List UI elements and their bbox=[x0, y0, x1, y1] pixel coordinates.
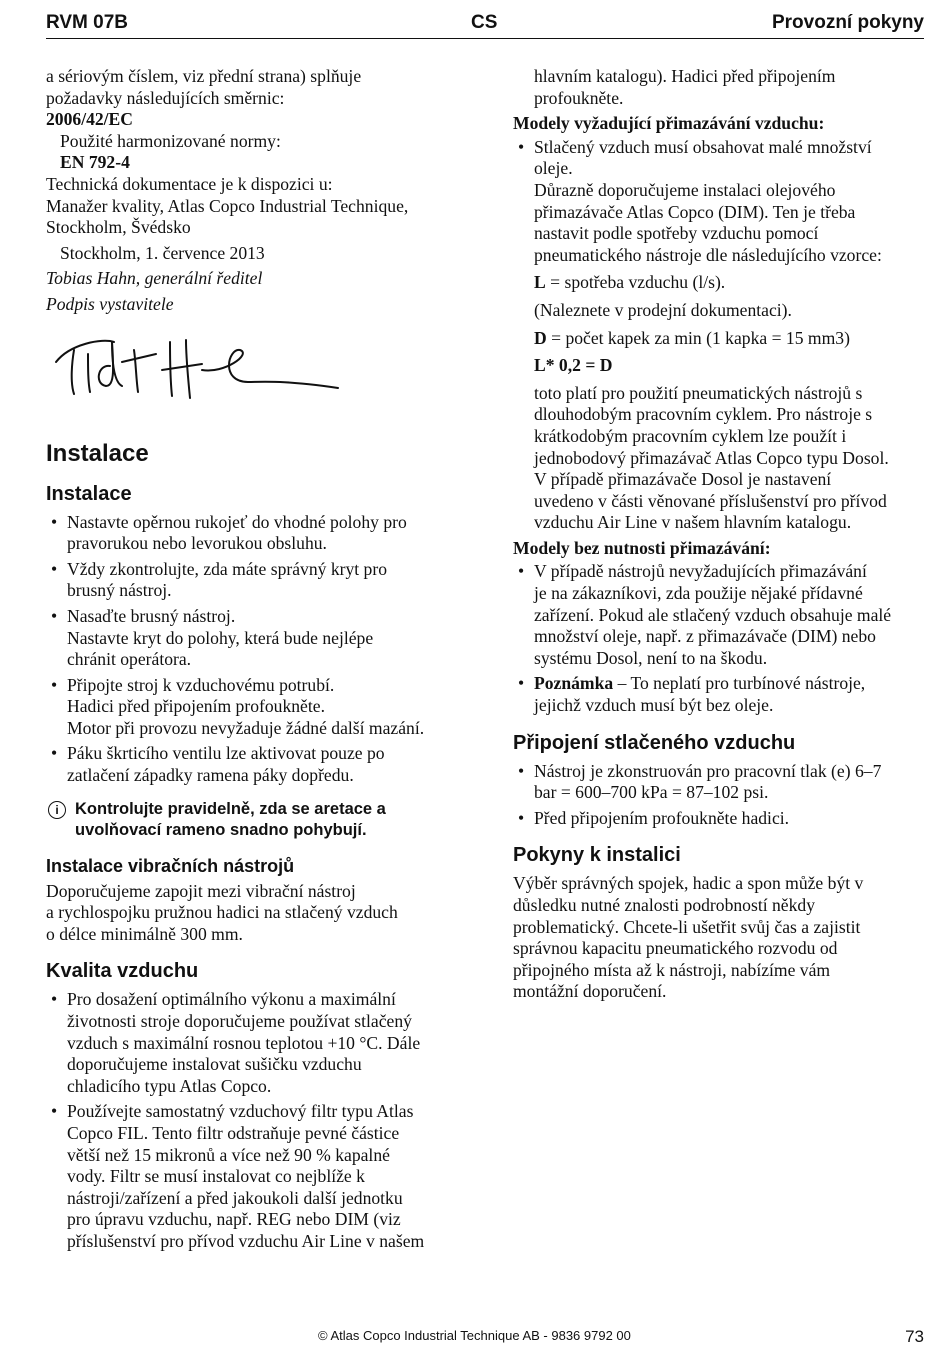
info-note: i Kontrolujte pravidelně, zda se aretace a uvolňovací rameno snadno pohybují. bbox=[46, 799, 466, 841]
paragraph-line: problematický. Chcete-li ušetřit svůj čas a zajistit bbox=[513, 916, 861, 937]
section-title: Provozní pokyny bbox=[771, 12, 924, 33]
paragraph-line: a rychlospojku pružnou hadici na stlačený vzduch bbox=[46, 902, 398, 923]
info-icon: i bbox=[48, 801, 66, 819]
paragraph-line: správnou kapacitu pneumatického rozvodu od bbox=[513, 938, 838, 959]
subheading-lubricated-models: Modely vyžadující přimazávání vzduchu: bbox=[513, 113, 825, 134]
list-item: • Stlačený vzduch musí obsahovat malé množství oleje. Důrazně doporučujeme instalaci olejového přimazávače Atlas Copco (DIM). Ten je třeba nastavit podle spotřeby vzduchu pomocí pneumatického nástroje dle následujícího vzorce: L = spotřeba vzduchu (l/s). (Naleznete v prodejní dokumentaci). D = počet kapek za min (1 kapka = 15 mm3) L* 0,2 = D toto platí pro použití pneumatických nástrojů s dlouhodobým pracovním cyklem. Pro nástroje s krátkodobým pracovním cyklem lze použít i jednobodový přimazávač Atlas Copco typu Dosol. V případě přimazávače Dosol je nastavení uvedeno v části věnované příslušenství pro přívod vzduchu Air Line v našem hlavním katalogu. bbox=[513, 137, 927, 534]
left-column bbox=[46, 66, 466, 1257]
formula: L* 0,2 = D bbox=[534, 355, 613, 376]
list-item: • Nasaďte brusný nástroj. Nastavte kryt do polohy, která bude nejlépe chránit operátora. bbox=[46, 606, 466, 671]
copyright: © Atlas Copco Industrial Technique AB - 9836 9792 00 bbox=[318, 1328, 631, 1343]
standards-intro: Použité harmonizované normy: bbox=[60, 130, 281, 151]
air-quality-list bbox=[46, 989, 466, 1252]
formula-L-note: (Naleznete v prodejní dokumentaci). bbox=[534, 299, 792, 320]
handwritten-signature bbox=[52, 332, 342, 404]
standard-number: EN 792-4 bbox=[60, 152, 130, 173]
paragraph-line: profoukněte. bbox=[534, 87, 624, 108]
directive-number: 2006/42/EC bbox=[46, 109, 133, 130]
list-item: • Nastavte opěrnou rukojeť do vhodné polohy pro pravorukou nebo levorukou obsluhu. bbox=[46, 512, 466, 555]
right-column bbox=[513, 66, 927, 1003]
paragraph-line: připojného místa až k nástroji, nabízíme vám bbox=[513, 959, 831, 980]
list-item: • Vždy zkontrolujte, zda máte správný kryt pro brusný nástroj. bbox=[46, 559, 466, 602]
subheading-instalace: Instalace bbox=[46, 482, 132, 505]
declaration-line: požadavky následujících směrnic: bbox=[46, 87, 285, 108]
paragraph-line: Doporučujeme zapojit mezi vibrační nástroj bbox=[46, 880, 356, 901]
lubrication-list bbox=[513, 137, 927, 534]
connection-list bbox=[513, 761, 927, 830]
list-item: • Nástroj je zkonstruován pro pracovní tlak (e) 6–7 bar = 600–700 kPa = 87–102 psi. bbox=[513, 761, 927, 804]
tech-doc-line: Manažer kvality, Atlas Copco Industrial Technique, bbox=[46, 195, 409, 216]
subheading-air-connection: Připojení stlačeného vzduchu bbox=[513, 731, 796, 754]
list-item: • Používejte samostatný vzduchový filtr typu Atlas Copco FIL. Tento filtr odstraňuje pevné částice větší než 15 mikronů a více než 90 % kapalné vody. Filtr se musí instalovat co nejblíže k nástroji/zařízení a před jakoukoli další jednotku pro úpravu vzduchu, např. REG nebo DIM (viz příslušenství pro přívod vzduchu Air Line v našem bbox=[46, 1101, 466, 1252]
declaration-line: a sériovým číslem, viz přední strana) splňuje bbox=[46, 66, 362, 86]
page-number: 73 bbox=[905, 1327, 924, 1346]
signatory: Tobias Hahn, generální ředitel bbox=[46, 268, 263, 289]
no-lubrication-list bbox=[513, 561, 927, 716]
paragraph-line: hlavním katalogu). Hadici před připojením bbox=[534, 66, 836, 86]
paragraph-line: důsledku nutné znalosti podrobností někdy bbox=[513, 895, 815, 915]
list-item: • Páku škrticího ventilu lze aktivovat pouze po zatlačení západky ramena páky dopředu. bbox=[46, 743, 466, 786]
formula-D-definition: D = počet kapek za min (1 kapka = 15 mm3) bbox=[534, 327, 850, 348]
list-item: • Poznámka – To neplatí pro turbínové nástroje, jejichž vzduch musí být bez oleje. bbox=[513, 673, 927, 716]
install-list bbox=[46, 512, 466, 787]
issuer-signature-label: Podpis vystavitele bbox=[46, 293, 174, 314]
place-date: Stockholm, 1. července 2013 bbox=[60, 242, 265, 263]
tech-doc-line: Stockholm, Švédsko bbox=[46, 217, 191, 238]
subheading-non-lubricated-models: Modely bez nutnosti přimazávání: bbox=[513, 537, 771, 558]
paragraph-line: montážní doporučení. bbox=[513, 981, 667, 1002]
tech-doc-line: Technická dokumentace je k dispozici u: bbox=[46, 173, 333, 194]
list-item: • Před připojením profoukněte hadici. bbox=[513, 808, 927, 830]
section-heading-instalace: Instalace bbox=[46, 439, 149, 467]
list-item: • Pro dosažení optimálního výkonu a maximální životnosti stroje doporučujeme používat stlačený vzduch s maximální rosnou teplotou +10 °C. Dále doporučujeme instalovat sušičku vzduchu chladicího typu Atlas Copco. bbox=[46, 989, 466, 1097]
paragraph-line: o délce minimálně 300 mm. bbox=[46, 923, 243, 944]
list-item: • V případě nástrojů nevyžadujících přimazávání je na zákazníkovi, zda použije nějaké přídavné zařízení. Pokud ale stlačený vzduch obsahuje malé množství oleje, např. z přimazávače (DIM) nebo systému Dosol, není to na škodu. bbox=[513, 561, 927, 669]
page-header bbox=[46, 12, 924, 39]
paragraph-line: Výběr správných spojek, hadic a spon může být v bbox=[513, 873, 864, 894]
model-label: RVM 07B bbox=[46, 12, 129, 33]
subheading-air-quality: Kvalita vzduchu bbox=[46, 960, 199, 983]
list-item: • Připojte stroj k vzduchovému potrubí. Hadici před připojením profoukněte. Motor při provozu nevyžaduje žádné další mazání. bbox=[46, 675, 466, 740]
language-code: CS bbox=[471, 12, 498, 33]
formula-L-definition: L = spotřeba vzduchu (l/s). bbox=[534, 272, 726, 293]
subheading-vibration-tools: Instalace vibračních nástrojů bbox=[46, 855, 295, 876]
subheading-installation-tips: Pokyny k instalici bbox=[513, 844, 681, 867]
